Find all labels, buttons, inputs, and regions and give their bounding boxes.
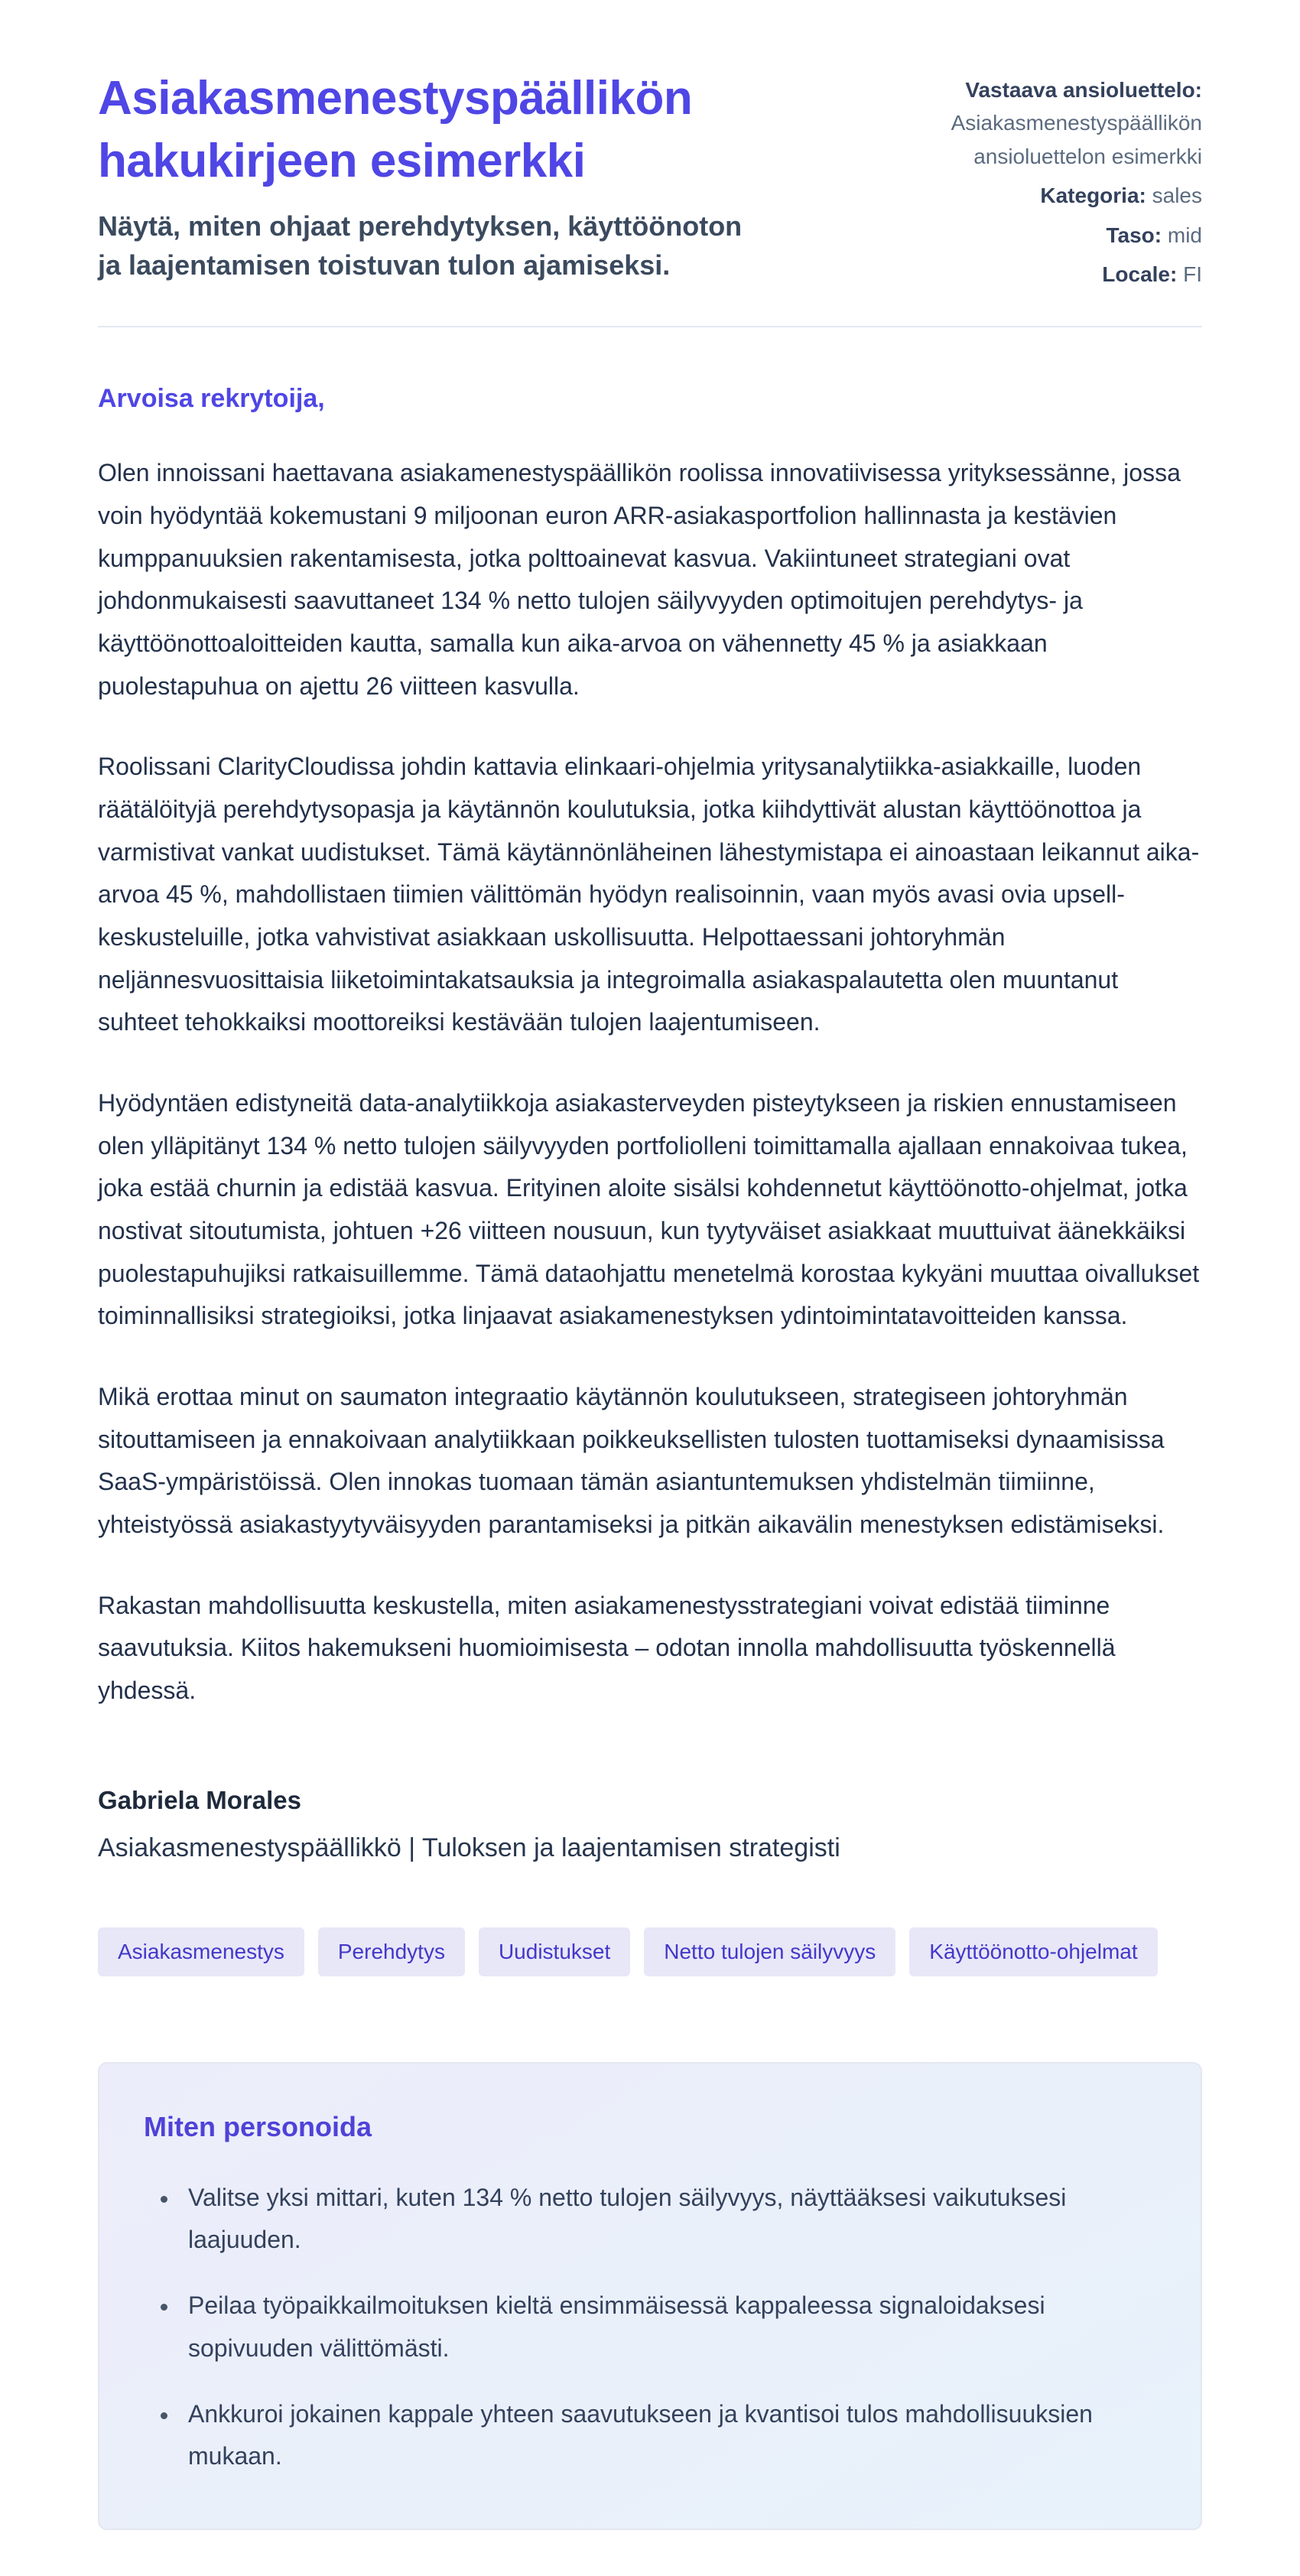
meta-category-value: sales xyxy=(1152,184,1202,208)
tag-chip[interactable]: Käyttöönotto-ohjelmat xyxy=(909,1927,1157,1976)
meta-locale xyxy=(843,258,1202,291)
meta-level-value: mid xyxy=(1167,223,1202,247)
letter-body xyxy=(98,384,1202,1862)
letter-paragraph: Rakastan mahdollisuutta keskustella, miten asiakamenestysstrategiani voivat edistää tiiminne saavutuksia. Kiitos hakemukseni huomioimisesta – odotan innolla mahdollisuutta työskennellä yhdessä. xyxy=(98,1591,1116,1705)
callout-title: Miten personoida xyxy=(144,2110,372,2142)
callout-bullet: • Ankkuroi jokainen kappale yhteen saavutukseen ja kvantisoi tulos mahdollisuuksien mukaan. xyxy=(179,2393,1156,2478)
meta-matching-resume-label: Vastaava ansioluettelo: xyxy=(965,78,1202,102)
meta-level xyxy=(843,219,1202,252)
meta-category-label: Kategoria: xyxy=(1040,184,1146,208)
signature-role: Asiakasmenestyspäällikkö | Tuloksen ja laajentamisen strategisti xyxy=(98,1833,840,1862)
matching-resume-link[interactable]: Asiakasmenestyspäällikön ansioluettelon esimerkki xyxy=(951,111,1202,168)
letter-paragraph: Mikä erottaa minut on saumaton integraatio käytännön koulutukseen, strategiseen johtoryhmän sitouttamiseen ja ennakoivaan analytiikkaan poikkeuksellisten tulosten tuottamiseksi dynaamisissa SaaS-ympäristöissä. Olen innokas tuomaan tämän asiantuntemuksen yhdistelmän tiimiinne, yhteistyössä asiakastyytyväisyyden parantamiseksi ja pitkän aikavälin menestyksen edistämiseksi. xyxy=(98,1383,1165,1539)
letter-paragraph: Hyödyntäen edistyneitä data-analytiikkoja asiakasterveyden pisteytykseen ja riskien ennustamiseen olen ylläpitänyt 134 % netto tulojen säilyvyyden portfoliolleni toimittamalla ajallaan ennakoivaa tukea, joka estää churnin ja edistää kasvua. Erityinen aloite sisälsi kohdennetut käyttöönotto-ohjelmat, jotka nostivat sitoutumista, johtuen +26 viitteen nousuun, kun tyytyväiset asiakkaat muuttuivat äänekkäiksi puolestapuhujiksi ratkaisuillemme. Tämä dataohjattu menetelmä korostaa kykyäni muuttaa oivallukset toiminnallisiksi strategioiksi, jotka linjaavat asiakamenestyksen ydintoimintatavoitteiden kanssa. xyxy=(98,1089,1200,1330)
meta-category xyxy=(843,179,1202,212)
header-meta xyxy=(843,67,1202,291)
page-subtitle: Näytä, miten ohjaat perehdytyksen, käyttöönoton ja laajentamisen toistuvan tulon ajamiseksi. xyxy=(98,210,743,281)
header-divider xyxy=(98,326,1202,327)
callout-bullet-list xyxy=(144,2177,1156,2478)
page-title: Asiakasmenestyspäällikön hakukirjeen esimerkki xyxy=(98,72,693,187)
signature-name: Gabriela Morales xyxy=(98,1785,301,1814)
callout-bullet: • Valitse yksi mittari, kuten 134 % netto tulojen säilyvyys, näyttääksesi vaikutuksesi laajuuden. xyxy=(179,2177,1156,2262)
signature-block xyxy=(98,1786,1202,1863)
meta-level-label: Taso: xyxy=(1106,223,1162,247)
letter-paragraph: Roolissani ClarityCloudissa johdin kattavia elinkaari-ohjelmia yritysanalytiikka-asiakkaille, luoden räätälöityjä perehdytysopasja ja käytännön koulutuksia, jotka kiihdyttivät alustan käyttöönottoa ja varmistivat vankat uudistukset. Tämä käytännönläheinen lähestymistapa ei ainoastaan leikannut aika-arvoa 45 %, mahdollistaen tiimien välittömän hyödyn realisoinnin, vaan myös avasi ovia upsell-keskusteluille, jotka vahvistivat asiakkaan uskollisuutta. Helpottaessani johtoryhmän neljännesvuosittaisia liiketoimintakatsauksia ja integroimalla asiakaspalautetta olen muuntanut suhteet tehokkaiksi moottoreiksi kestävään tulojen laajentumiseen. xyxy=(98,753,1200,1036)
page-header xyxy=(98,67,1202,291)
meta-locale-value: FI xyxy=(1183,262,1202,286)
personalization-callout xyxy=(98,2062,1202,2530)
tag-list xyxy=(98,1927,1202,1976)
cover-letter-page xyxy=(98,0,1202,2576)
tag-chip[interactable]: Uudistukset xyxy=(479,1927,630,1976)
header-title-block xyxy=(98,67,786,285)
tag-chip[interactable]: Netto tulojen säilyvyys xyxy=(644,1927,895,1976)
tag-chip[interactable]: Perehdytys xyxy=(318,1927,465,1976)
meta-locale-label: Locale: xyxy=(1102,262,1178,286)
meta-matching-resume xyxy=(843,73,1202,173)
letter-paragraph: Olen innoissani haettavana asiakamenestyspäällikön roolissa innovatiivisessa yrityksessänne, jossa voin hyödyntää kokemustani 9 miljoonan euron ARR-asiakasportfolion hallinnasta ja kestävien kumppanuuksien rakentamisesta, jotka polttoainevat kasvua. Vakiintuneet strategiani ovat johdonmukaisesti saavuttaneet 134 % netto tulojen säilyvyyden optimoitujen perehdytys- ja käyttöönottoaloitteiden kautta, samalla kun aika-arvoa on vähennetty 45 % ja asiakkaan puolestapuhua on ajettu 26 viitteen kasvulla. xyxy=(98,459,1181,700)
tag-chip[interactable]: Asiakasmenestys xyxy=(98,1927,304,1976)
callout-bullet: • Peilaa työpaikkailmoituksen kieltä ensimmäisessä kappaleessa signaloidaksesi sopivuuden välittömästi. xyxy=(179,2285,1156,2369)
letter-greeting: Arvoisa rekrytoija, xyxy=(98,384,325,414)
